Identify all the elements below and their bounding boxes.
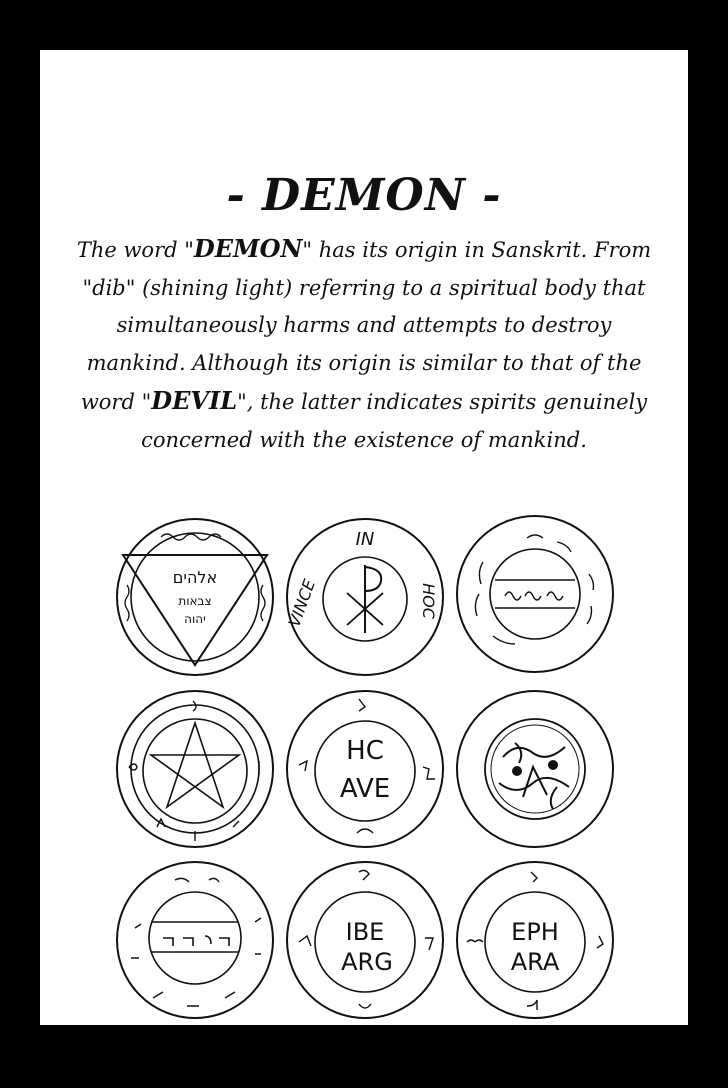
seal-word-in: IN [355,529,375,550]
seal-word-hoc: HOC [419,583,438,619]
page [40,50,688,1025]
hexagram-triangle-seal [113,515,277,679]
keyword-devil: DEVIL [151,386,238,415]
seal-hebrew-word: צבאות [178,594,212,608]
seal-hebrew-word: יהוה [184,612,206,626]
hebrew-band-seal [113,858,277,1022]
seal-hebrew-word: אלהים [172,568,218,587]
eph-ara-seal [453,858,617,1022]
chi-rho-seal [283,515,447,679]
dragon-seal [453,687,617,851]
seal-letters-ave: AVE [339,774,391,804]
seal-letters-ibe: IBE [345,918,385,946]
paragraph-part-1: The word " [76,238,194,262]
ibe-arg-seal [283,858,447,1022]
hcave-seal [283,687,447,851]
keyword-demon: DEMON [193,234,303,263]
seal-letters-hc: HC [346,736,384,766]
seal-word-vince: VINCE [284,576,320,630]
paragraph-part-3: ", the latter indicates spirits genuinely concerned with the existence of mankind. [141,390,648,452]
paragraph-part-2: " has its origin in Sanskrit. From "dib" (shining light) referring to a spiritual body that simultaneously harms and attempts to destroy mankind. Although its origin is similar to that of the word " [80,238,652,414]
seal-letters-ara: ARA [510,948,560,976]
script-seal-1 [453,512,617,676]
body-paragraph [70,230,658,459]
pentagram-seal [113,687,277,851]
page-title: - DEMON - [226,170,502,221]
seal-letters-arg: ARG [341,948,393,976]
seal-letters-eph: EPH [511,918,559,946]
